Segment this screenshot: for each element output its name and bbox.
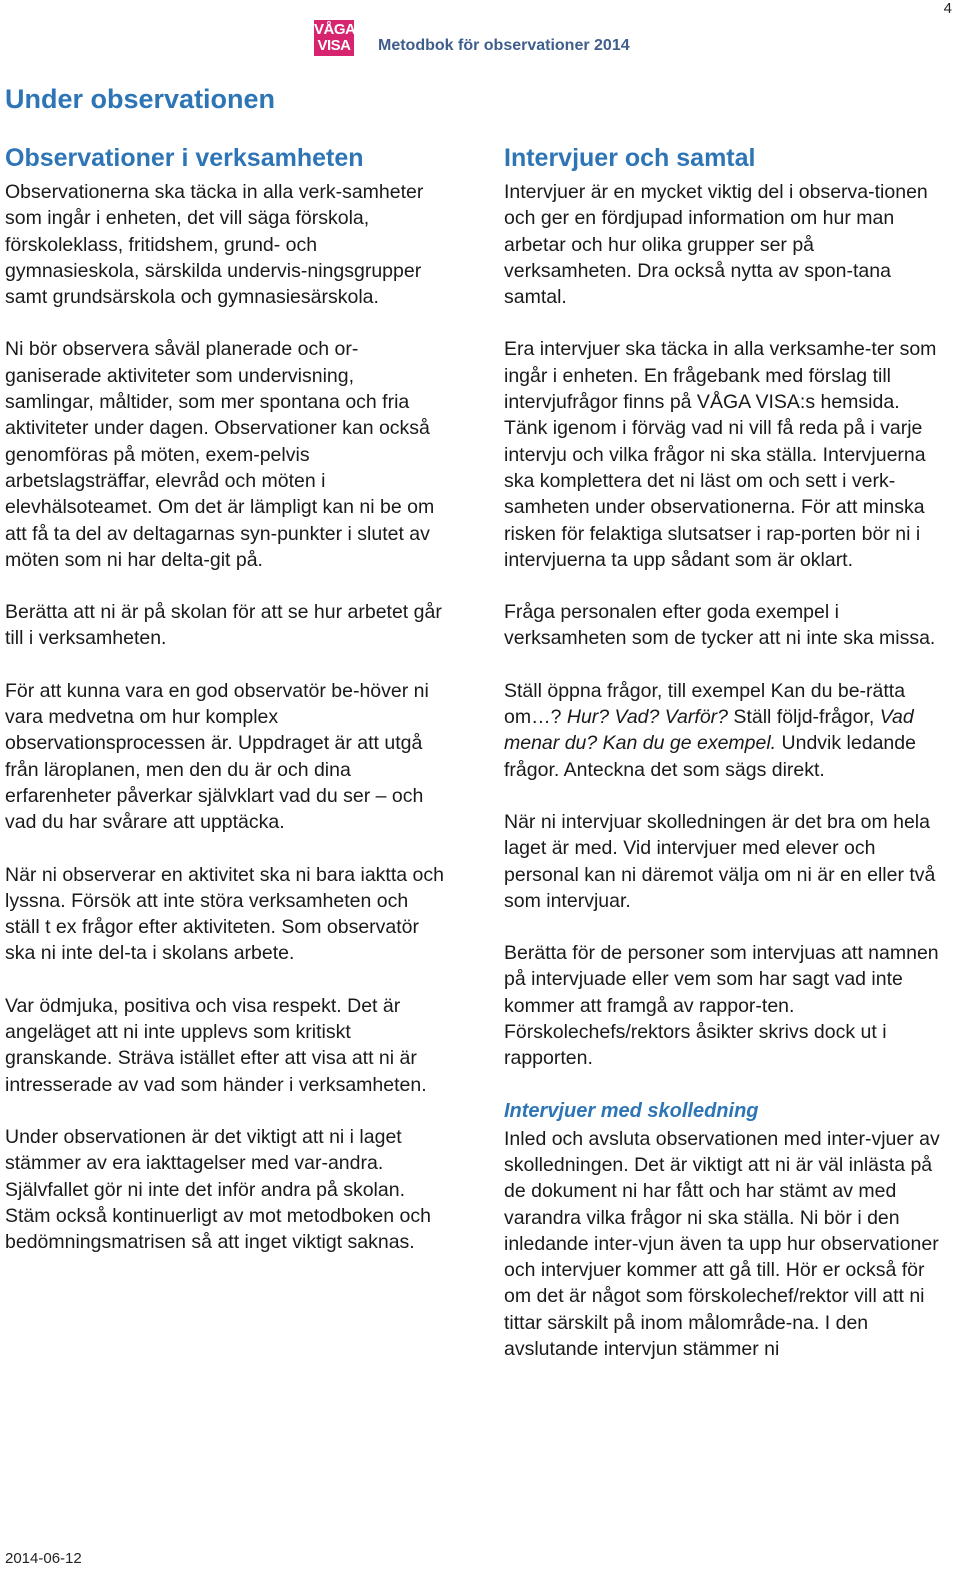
paragraph: Intervjuer är en mycket viktig del i observa-tionen och ger en fördjupad information om hur man arbetar och hur olika grupper ser på verksamheten. Dra också nytta av spon-tana samtal. bbox=[504, 181, 928, 309]
vaga-visa-logo bbox=[314, 20, 354, 56]
section-heading-observations: Observationer i verksamheten bbox=[5, 144, 364, 172]
paragraph: Inled och avsluta observationen med inter-vjuer av skolledningen. Det är viktigt att ni är väl inlästa på de dokument ni har fått och har stämt av med varandra vilka frågor ni ska ställa. Ni bör i den inledande inter-vjun även ta upp hur observationer och intervjuer kommer att gå till. Hör er också för om det är något som förskolechef/rektor vill att ni tittar särskilt på inom målområde-na. I den avslutande intervjun stämmer ni bbox=[504, 1127, 940, 1360]
italic-text-run: Vad menar du? Kan du ge exempel. bbox=[504, 706, 914, 755]
paragraph-open-questions bbox=[504, 678, 944, 783]
paragraph: När ni intervjuar skolledningen är det bra om hela laget är med. Vid intervjuer med elever och personal kan ni däremot välja om ni är en eller två som intervjuar. bbox=[504, 810, 936, 912]
left-column bbox=[5, 143, 445, 1281]
logo-line-1: VÅGA bbox=[314, 21, 356, 38]
italic-text-run: Hur? Vad? Varför? bbox=[566, 706, 729, 729]
section-heading-interviews: Intervjuer och samtal bbox=[504, 144, 756, 172]
logo-line-2: VISA bbox=[317, 37, 351, 54]
paragraph: För att kunna vara en god observatör be-höver ni vara medvetna om hur komplex observationsprocessen är. Uppdraget är att utgå från läroplanen, men den du är och dina erfarenheter påverkar självklart vad du ser – och vad du har svårare att upptäcka. bbox=[5, 679, 429, 834]
paragraph: När ni observerar en aktivitet ska ni bara iaktta och lyssna. Försök att inte störa verksamheten och ställ t ex frågor efter aktiviteten. Som observatör ska ni inte del-ta i skolans arbete. bbox=[5, 863, 444, 965]
paragraph: Berätta att ni är på skolan för att se hur arbetet går till i verksamheten. bbox=[5, 601, 442, 650]
text-run: Undvik ledande frågor. Anteckna det som sägs direkt. bbox=[504, 732, 916, 781]
text-run: Ställ följd-frågor, bbox=[728, 706, 880, 729]
right-column bbox=[504, 143, 944, 1388]
paragraph: Fråga personalen efter goda exempel i verksamheten som de tycker att ni inte ska missa. bbox=[504, 601, 936, 650]
paragraph: Var ödmjuka, positiva och visa respekt. Det är angeläget att ni inte upplevs som kritiskt granskande. Sträva istället efter att visa att ni är intresserade av vad som händer i verksamheten. bbox=[5, 994, 427, 1096]
paragraph: Ni bör observera såväl planerade och or-ganiserade aktiviteter som undervisning, samlingar, måltider, som mer spontana och fria aktiviteter under dagen. Observationer kan också genomföras på möten, exem-pelvis arbetslagsträffar, elevråd och möten i elevhälsoteamet. Om det är lämpligt kan ni be om att få ta del av deltagarnas syn-punkter i slutet av möten som ni har delta-git på. bbox=[5, 338, 435, 571]
page-number: 4 bbox=[943, 0, 952, 17]
subheading-leadership-interviews: Intervjuer med skolledning bbox=[504, 1099, 759, 1122]
paragraph: Observationerna ska täcka in alla verk-samheter som ingår i enheten, det vill säga förskola, förskoleklass, fritidshem, grund- och gymnasieskola, särskilda undervis-ningsgrupper samt grundsärskola och gymnasiesärskola. bbox=[5, 181, 424, 309]
page-title: Under observationen bbox=[5, 84, 276, 114]
paragraph: Under observationen är det viktigt att ni i laget stämmer av era iakttagelser med var-andra. Självfallet gör ni inte det inför andra på skolan. Stäm också kontinuerligt av mot metodboken och bedömningsmatrisen så att inget viktigt saknas. bbox=[5, 1125, 431, 1254]
header-title: Metodbok för observationer 2014 bbox=[378, 37, 630, 54]
text-run: Ställ öppna frågor, till exempel Kan du be-rätta om…? bbox=[504, 679, 906, 729]
paragraph: Era intervjuer ska täcka in alla verksamhe-ter som ingår i enheten. En frågebank med förslag till intervjufrågor finns på VÅGA VISA:s hemsida. Tänk igenom i förväg vad ni vill få reda på i varje intervju och vilka frågor ni ska ställa. Intervjuerna ska komplettera det ni läst om och sett i verk-samheten under observationerna. För att minska risken för felaktiga slutsatser i rap-porten bör ni i intervjuerna ta upp sådant som är oklart. bbox=[504, 338, 937, 571]
paragraph: Berätta för de personer som intervjuas att namnen på intervjuade eller vem som har sagt vad inte kommer att framgå av rappor-ten. Förskolechefs/rektors åsikter skrivs dock ut i rapporten. bbox=[504, 942, 939, 1070]
footer-date: 2014-06-12 bbox=[5, 1550, 82, 1567]
